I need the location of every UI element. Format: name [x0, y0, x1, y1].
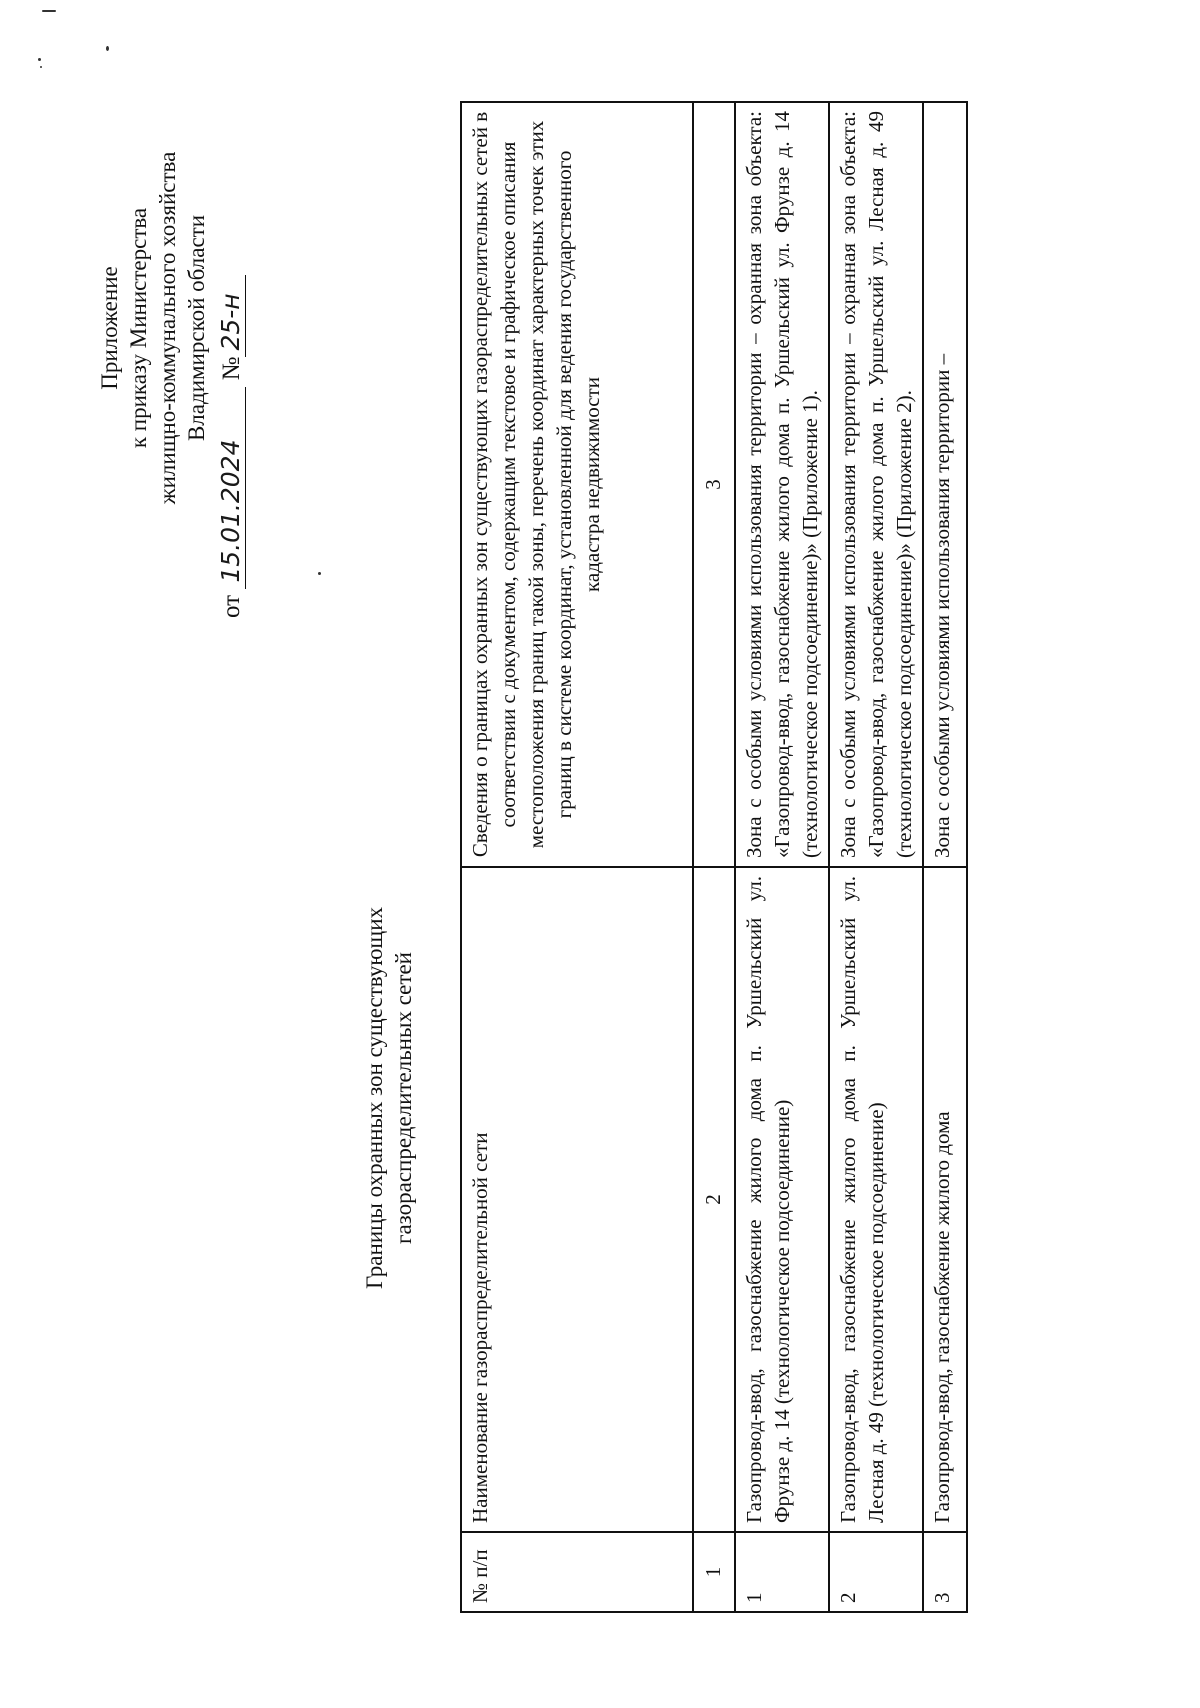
table-row [735, 102, 829, 1612]
handwritten-number: 25-н [216, 293, 245, 351]
attachment-line: Владимирской области [184, 214, 209, 442]
header-network-name: Наименование газораспределительной сети [461, 867, 693, 1532]
handwritten-date: 15.01.2024 [216, 439, 245, 583]
attachment-header [95, 0, 211, 668]
zone-info-cell: Зона с особыми условиями использования территории – [923, 102, 967, 867]
header-zone-info: Сведения о границах охранных зон существующих газораспределительных сетей в соответствии с документом, содержащим текстовое и графическое описания местоположения границ такой зоны, перечень координат характерных точек этих границ в системе координат, установленной для ведения государственного кадастра недвижимости [461, 102, 693, 867]
order-date-field [218, 387, 246, 589]
order-date-number [218, 18, 246, 618]
row-number: 3 [923, 1532, 967, 1612]
table-title-line: газораспределительных сетей [391, 952, 416, 1244]
protection-zones-table [460, 101, 968, 1613]
table-row [829, 102, 923, 1612]
row-number: 1 [735, 1532, 829, 1612]
column-number: 2 [693, 867, 735, 1532]
network-name-cell: Газопровод-ввод, газоснабжение жилого дома п. Уршельский ул. Лесная д. 49 (технологическое подсоединение) [829, 867, 923, 1532]
row-number: 2 [829, 1532, 923, 1612]
table-row [923, 102, 967, 1612]
column-number: 3 [693, 102, 735, 867]
table-header-row [461, 102, 693, 1612]
column-number-row [693, 102, 735, 1612]
zone-info-cell: Зона с особыми условиями использования территории – охранная зона объекта: «Газопровод-ввод, газоснабжение жилого дома п. Уршельский ул. Фрунзе д. 14 (технологическое подсоединение)» (Приложение 1). [735, 102, 829, 867]
network-name-cell: Газопровод-ввод, газоснабжение жилого дома п. Уршельский ул. Фрунзе д. 14 (технологическое подсоединение) [735, 867, 829, 1532]
table-title-line: Границы охранных зон существующих [362, 906, 387, 1290]
table-title [360, 798, 418, 1398]
order-number-field [218, 275, 246, 357]
number-label: № [218, 356, 245, 381]
column-number: 1 [693, 1532, 735, 1612]
attachment-line: Приложение [97, 266, 122, 390]
date-prefix: от [218, 594, 245, 618]
zone-info-cell: Зона с особыми условиями использования территории – охранная зона объекта: «Газопровод-ввод, газоснабжение жилого дома п. Уршельский ул. Лесная д. 49 (технологическое подсоединение)» (Приложение 2). [829, 102, 923, 867]
network-name-cell: Газопровод-ввод, газоснабжение жилого дома [923, 867, 967, 1532]
header-number: № п/п [461, 1532, 693, 1612]
attachment-line: к приказу Министерства [126, 207, 151, 449]
attachment-line: жилищно-коммунального хозяйства [155, 151, 180, 505]
